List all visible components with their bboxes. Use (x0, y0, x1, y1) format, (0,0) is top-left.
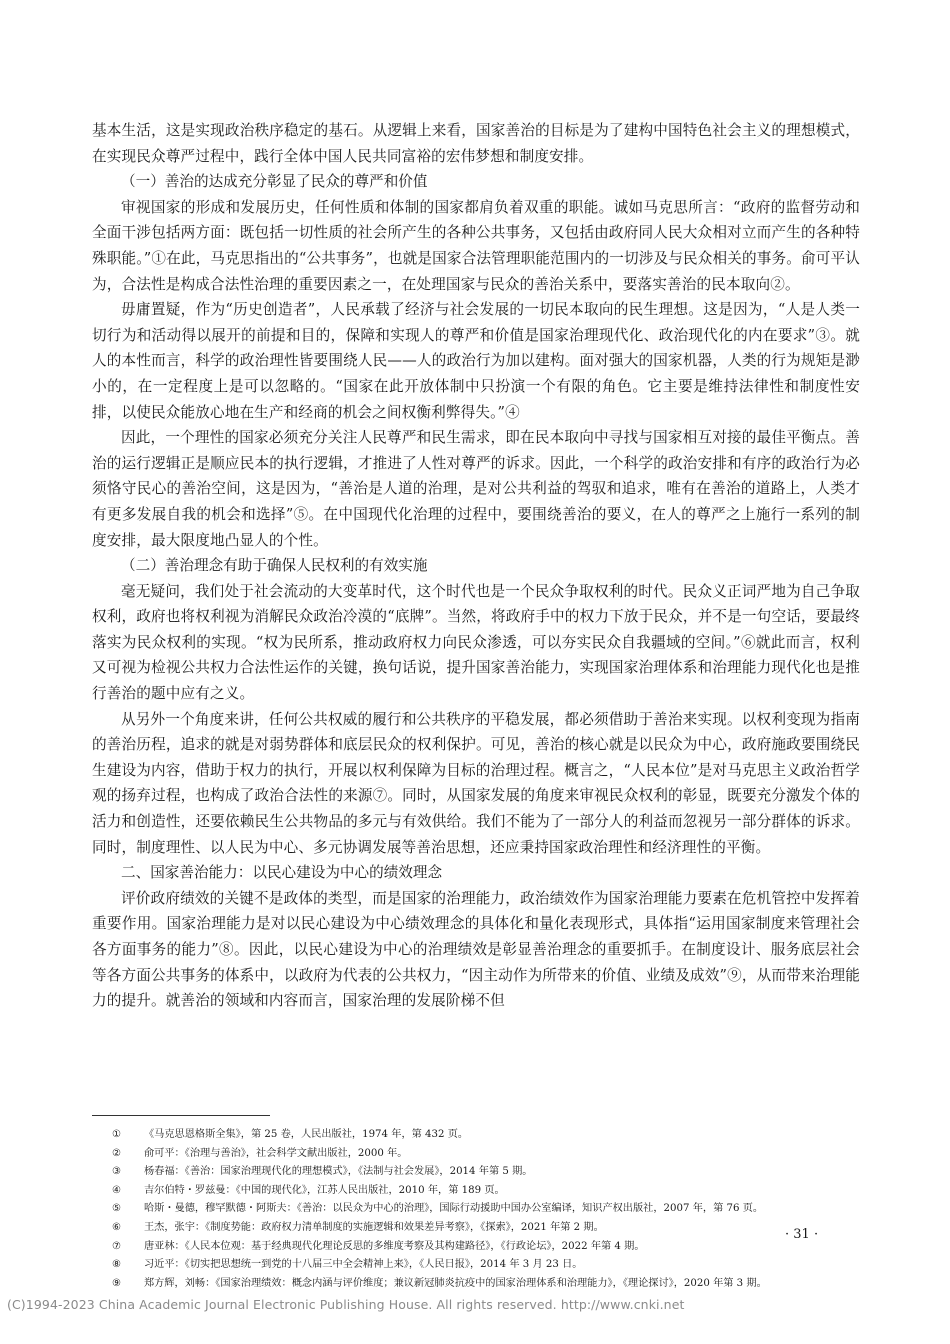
footnote-text: 《马克思恩格斯全集》，第 25 卷，人民出版社，1974 年，第 432 页。 (144, 1129, 469, 1140)
copyright-footer: (C)1994-2023 China Academic Journal Electronic Publishing House. All rights reserved. http://www.cnki.net (7, 1297, 685, 1312)
footnote (92, 1200, 872, 1219)
footnote (92, 1145, 872, 1164)
footnote-mark: ② (112, 1147, 122, 1159)
paragraph: 基本生活，这是实现政治秩序稳定的基石。从逻辑上来看，国家善治的目标是为了建构中国特色社会主义的理想模式，在实现民众尊严过程中，践行全体中国人民共同富裕的宏伟梦想和制度安排。 (92, 122, 860, 165)
section-heading: 二、国家善治能力：以民心建设为中心的绩效理念 (121, 864, 443, 882)
page-number: · 31 · (785, 1227, 819, 1242)
footnote-mark: ① (112, 1129, 122, 1140)
paragraph: 毫无疑问，我们处于社会流动的大变革时代，这个时代也是一个民众争取权利的时代。民众义正词严地为自己争取权利，政府也将权利视为消解民众政治冷漠的“底牌”。当然，将政府手中的权力下放于民众，并不是一句空话，要最终落实为民众权利的实现。“权为民所系，推动政府权力向民众渗透，可以夯实民众自我疆域的空间。”⑥就此而言，权利又可视为检视公共权力合法性运作的关键，换句话说，提升国家善治能力，实现国家治理体系和治理能力现代化也是推行善治的题中应有之义。 (92, 582, 860, 703)
footnote-mark: ⑤ (112, 1203, 122, 1215)
section-heading: （二）善治理念有助于确保人民权利的有效实施 (121, 557, 428, 575)
footnote (92, 1275, 872, 1294)
footnote-divider (92, 1115, 270, 1116)
footnotes (92, 1126, 872, 1293)
footnote-mark: ⑧ (112, 1259, 122, 1271)
paragraph: 因此，一个理性的国家必须充分关注人民尊严和民生需求，即在民本取向中寻找与国家相互对接的最佳平衡点。善治的运行逻辑正是顺应民本的执行逻辑，才推进了人性对尊严的诉求。因此，一个科学的政治安排和有序的政治行为必须恪守民心的善治空间，这是因为，“善治是人道的治理，是对公共利益的驾驭和追求，唯有在善治的道路上，人类才有更多发展自我的机会和选择”⑤。在中国现代化治理的过程中，要围绕善治的要义，在人的尊严之上施行一系列的制度安排，最大限度地凸显人的个性。 (92, 429, 860, 549)
footnote-mark: ③ (112, 1166, 122, 1178)
footnote-text: 习近平：《切实把思想统一到党的十八届三中全会精神上来》，《人民日报》，2014 年 3 月 23 日。 (144, 1259, 583, 1271)
footnote-mark: ④ (112, 1184, 122, 1196)
footnote-mark: ⑨ (112, 1277, 122, 1289)
footnote-mark: ⑥ (112, 1221, 122, 1233)
footnote-text: 吉尔伯特・罗兹曼：《中国的现代化》，江苏人民出版社，2010 年，第 189 页。 (144, 1184, 505, 1196)
footnote (92, 1126, 872, 1145)
section-heading: （一）善治的达成充分彰显了民众的尊严和价值 (121, 173, 428, 191)
footnote-text: 杨春福：《善治：国家治理现代化的理想模式》，《法制与社会发展》，2014 年第 5 期。 (144, 1166, 533, 1178)
paragraph: 从另外一个角度来讲，任何公共权威的履行和公共秩序的平稳发展，都必须借助于善治来实现。以权利变现为指南的善治历程，追求的就是对弱势群体和底层民众的权利保护。可见，善治的核心就是以民众为中心，政府施政要围绕民生建设为内容，借助于权力的执行，开展以权利保障为目标的治理过程。概言之，“人民本位”是对马克思主义政治哲学观的扬弃过程，也构成了政治合法性的来源⑦。同时，从国家发展的角度来审视民众权利的彰显，既要充分激发个体的活力和创造性，还要依赖民生公共物品的多元与有效供给。我们不能为了一部分人的利益而忽视另一部分群体的诉求。同时，制度理性、以人民为中心、多元协调发展等善治思想，还应秉持国家政治理性和经济理性的平衡。 (92, 710, 860, 856)
footnote-text: 唐亚林：《人民本位观：基于经典现代化理论反思的多维度考察及其构建路径》，《行政论坛》，2022 年第 4 期。 (144, 1240, 645, 1252)
footnote (92, 1256, 872, 1275)
footnote (92, 1182, 872, 1201)
paragraph: 评价政府绩效的关键不是政体的类型，而是国家的治理能力，政治绩效作为国家治理能力要素在危机管控中发挥着重要作用。国家治理能力是对以民心建设为中心绩效理念的具体化和量化表现形式，具体指“运用国家制度来管理社会各方面事务的能力”⑧。因此，以民心建设为中心的治理绩效是彰显善治理念的重要抓手。在制度设计、服务底层社会等各方面公共事务的体系中，以政府为代表的公共权力，“因主动作为所带来的价值、业绩及成效”⑨，从而带来治理能力的提升。就善治的领域和内容而言，国家治理的发展阶梯不但 (92, 889, 860, 1010)
footnote-text: 郑方辉，刘畅：《国家治理绩效：概念内涵与评价维度；兼议新冠肺炎抗疫中的国家治理体系和治理能力》，《理论探讨》，2020 年第 3 期。 (144, 1277, 767, 1289)
footnote-text: 俞可平：《治理与善治》，社会科学文献出版社，2000 年。 (144, 1147, 408, 1159)
footnote-text: 王杰，张宇：《制度势能：政府权力清单制度的实施逻辑和效果差异考察》，《探索》，2021 年第 2 期。 (144, 1221, 604, 1233)
footnote (92, 1163, 872, 1182)
footnote-mark: ⑦ (112, 1240, 122, 1252)
footnote (92, 1238, 872, 1257)
paragraph: 审视国家的形成和发展历史，任何性质和体制的国家都肩负着双重的职能。诚如马克思所言：“政府的监督劳动和全面干涉包括两方面：既包括一切性质的社会所产生的各种公共事务，又包括由政府同人民大众相对立而产生的各种特殊职能。”①在此，马克思指出的“公共事务”，也就是国家合法管理职能范围内的一切涉及与民众相关的事务。俞可平认为，合法性是构成合法性治理的重要因素之一，在处理国家与民众的善治关系中，要落实善治的民本取向②。 (92, 198, 860, 293)
article-body (92, 118, 860, 1014)
footnote (92, 1219, 872, 1238)
paragraph: 毋庸置疑，作为“历史创造者”，人民承载了经济与社会发展的一切民本取向的民生理想。这是因为，“人是人类一切行为和活动得以展开的前提和目的，保障和实现人的尊严和价值是国家治理现代化、政治现代化的内在要求”③。就人的本性而言，科学的政治理性皆要围绕人民——人的政治行为加以建构。面对强大的国家机器，人类的行为规矩是渺小的，在一定程度上是可以忽略的。“国家在此开放体制中只扮演一个有限的角色。它主要是维持法律性和制度性安排，以使民众能放心地在生产和经商的机会之间权衡利弊得失。”④ (92, 301, 860, 421)
footnote-text: 哈斯・曼德，穆罕默德・阿斯夫：《善治：以民众为中心的治理》，国际行动援助中国办公室编译，知识产权出版社，2007 年，第 76 页。 (144, 1203, 764, 1215)
